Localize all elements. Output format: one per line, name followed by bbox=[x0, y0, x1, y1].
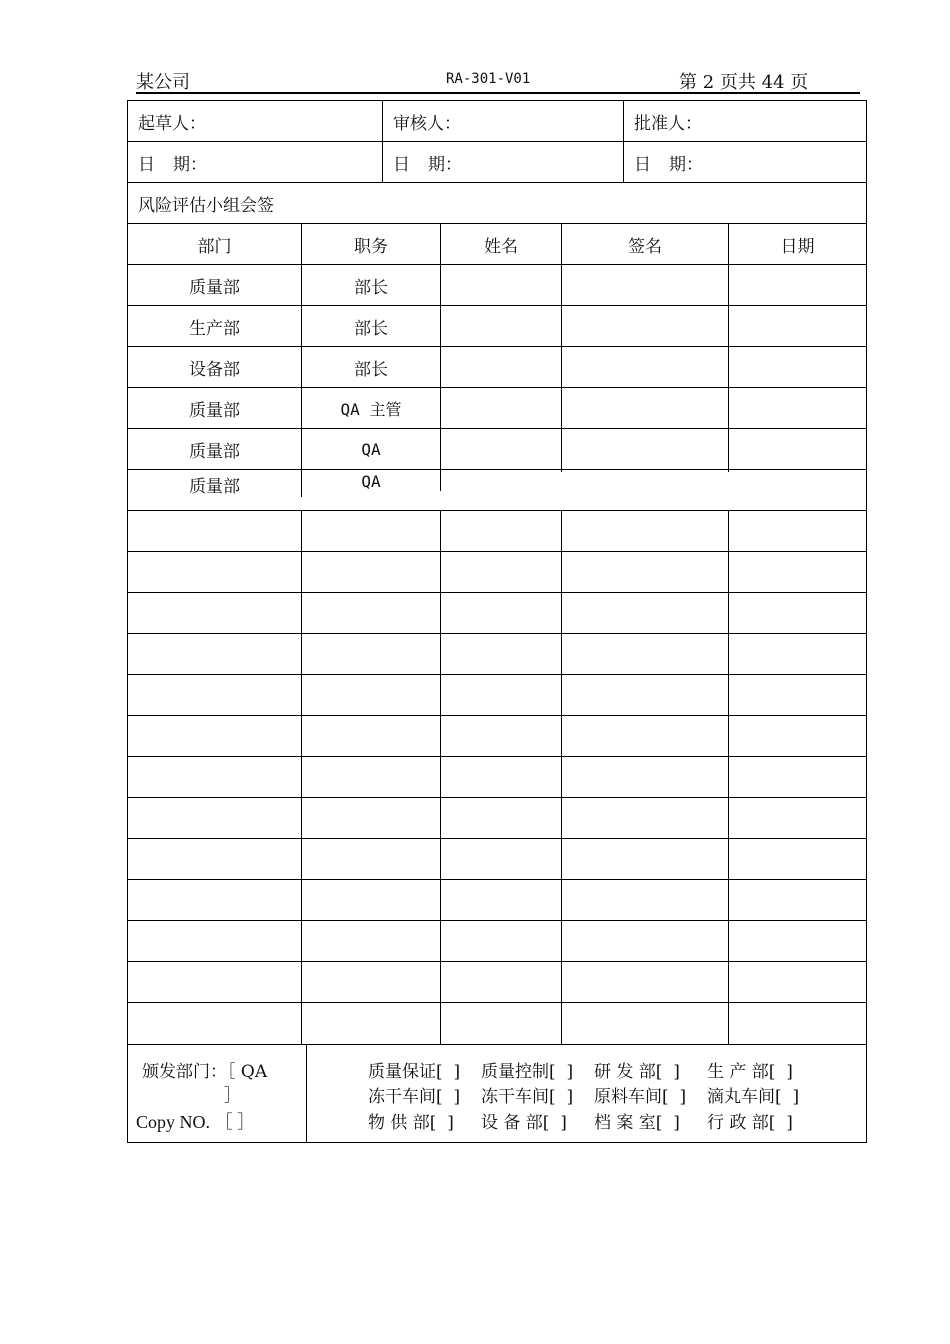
date-label: 期： bbox=[173, 154, 207, 175]
position-cell: 部长 bbox=[302, 265, 441, 305]
signature-cell[interactable] bbox=[562, 306, 729, 346]
date-cell[interactable] bbox=[729, 716, 866, 756]
table-row bbox=[128, 306, 866, 347]
date-cell[interactable] bbox=[729, 347, 866, 387]
signature-cell[interactable] bbox=[562, 675, 729, 715]
signature-cell[interactable] bbox=[562, 388, 729, 428]
drafter-label: 起草人： bbox=[138, 113, 206, 134]
table-row bbox=[128, 265, 866, 306]
date-label: 期： bbox=[428, 154, 462, 175]
date-cell[interactable] bbox=[729, 265, 866, 305]
distribution-item[interactable]: 物 供 部[ ] bbox=[368, 1113, 454, 1133]
table-row bbox=[128, 716, 866, 757]
table-row bbox=[128, 675, 866, 716]
name-cell[interactable] bbox=[441, 921, 562, 961]
page-header bbox=[136, 66, 860, 94]
column-header-dept: 部门 bbox=[128, 224, 302, 264]
signature-cell[interactable] bbox=[562, 716, 729, 756]
position-cell: QA bbox=[302, 470, 441, 491]
position-cell bbox=[302, 716, 441, 756]
signature-cell[interactable] bbox=[562, 839, 729, 879]
date-cell[interactable] bbox=[729, 675, 866, 715]
table-row bbox=[128, 839, 866, 880]
dept-cell bbox=[128, 921, 302, 961]
position-cell bbox=[302, 839, 441, 879]
date-cell[interactable] bbox=[729, 962, 866, 1002]
distribution-item[interactable]: 行 政 部[ ] bbox=[707, 1113, 793, 1133]
reviewer-date-cell[interactable] bbox=[383, 142, 624, 182]
position-cell bbox=[302, 880, 441, 920]
table-row bbox=[128, 757, 866, 798]
table-row bbox=[128, 470, 866, 511]
position-cell bbox=[302, 798, 441, 838]
date-cell[interactable] bbox=[729, 839, 866, 879]
distribution-line bbox=[368, 1108, 820, 1133]
table-row bbox=[128, 798, 866, 839]
dept-cell bbox=[128, 880, 302, 920]
signature-cell[interactable] bbox=[562, 1003, 729, 1044]
position-cell bbox=[302, 552, 441, 592]
sign-rows bbox=[128, 265, 866, 1044]
column-header-position: 职务 bbox=[302, 224, 441, 264]
date-cell[interactable] bbox=[729, 798, 866, 838]
name-cell[interactable] bbox=[441, 1003, 562, 1044]
table-row bbox=[128, 511, 866, 552]
date-label: 日 bbox=[138, 154, 155, 175]
dept-cell: 质量部 bbox=[128, 429, 302, 469]
dept-cell bbox=[128, 798, 302, 838]
dept-cell bbox=[128, 757, 302, 797]
table-row bbox=[128, 921, 866, 962]
sign-header-row bbox=[128, 224, 866, 265]
name-cell[interactable] bbox=[441, 839, 562, 879]
approver-cell[interactable] bbox=[624, 101, 866, 141]
name-cell[interactable] bbox=[441, 593, 562, 633]
dept-cell: 质量部 bbox=[128, 265, 302, 305]
table-row bbox=[128, 552, 866, 593]
date-row bbox=[128, 142, 866, 183]
date-cell[interactable] bbox=[729, 1003, 866, 1044]
table-row bbox=[128, 634, 866, 675]
distribution-item[interactable]: 滴丸车间[ ] bbox=[707, 1087, 800, 1107]
drafter-date-cell[interactable] bbox=[128, 142, 383, 182]
distribution-item[interactable]: 生 产 部[ ] bbox=[707, 1062, 793, 1082]
position-cell bbox=[302, 921, 441, 961]
position-cell bbox=[302, 511, 441, 551]
column-header-name: 姓名 bbox=[441, 224, 562, 264]
name-cell[interactable] bbox=[441, 429, 562, 469]
date-cell[interactable] bbox=[729, 593, 866, 633]
distribution-item[interactable]: 设 备 部[ ] bbox=[481, 1113, 567, 1133]
form-table bbox=[127, 100, 867, 1143]
name-cell[interactable] bbox=[441, 511, 562, 551]
distribution-line bbox=[368, 1057, 820, 1082]
date-cell[interactable] bbox=[729, 470, 866, 472]
document-number: RA-301-V01 bbox=[446, 71, 531, 87]
distribution-line bbox=[368, 1082, 820, 1107]
distribution-item[interactable]: 质量保证[ ] bbox=[368, 1062, 461, 1082]
position-cell bbox=[302, 1003, 441, 1044]
distribution-item[interactable]: 冻干车间[ ] bbox=[368, 1087, 461, 1107]
name-cell[interactable] bbox=[441, 757, 562, 797]
dept-cell bbox=[128, 552, 302, 592]
date-cell[interactable] bbox=[729, 306, 866, 346]
dept-cell: 质量部 bbox=[128, 388, 302, 428]
reviewer-cell[interactable] bbox=[383, 101, 624, 141]
position-cell: QA bbox=[302, 429, 441, 469]
dept-cell bbox=[128, 716, 302, 756]
signature-cell[interactable] bbox=[562, 921, 729, 961]
distribution-footer bbox=[128, 1044, 866, 1142]
company-name: 某公司 bbox=[136, 72, 190, 93]
signature-cell[interactable] bbox=[562, 347, 729, 387]
date-cell[interactable] bbox=[729, 757, 866, 797]
distribution-item[interactable]: 原料车间[ ] bbox=[594, 1087, 687, 1107]
signature-cell[interactable] bbox=[562, 880, 729, 920]
table-row bbox=[128, 1003, 866, 1044]
date-cell[interactable] bbox=[729, 429, 866, 469]
position-cell bbox=[302, 634, 441, 674]
date-cell[interactable] bbox=[729, 880, 866, 920]
dept-cell: 设备部 bbox=[128, 347, 302, 387]
name-cell[interactable] bbox=[441, 880, 562, 920]
date-label: 日 bbox=[393, 154, 410, 175]
date-label: 日 bbox=[634, 154, 651, 175]
signature-cell[interactable] bbox=[562, 429, 729, 469]
name-cell[interactable] bbox=[441, 798, 562, 838]
name-cell[interactable] bbox=[441, 962, 562, 1002]
issuer-line: 颁发部门：［ QA bbox=[142, 1062, 268, 1082]
position-cell bbox=[302, 757, 441, 797]
signature-cell[interactable] bbox=[562, 265, 729, 305]
position-cell: 部长 bbox=[302, 306, 441, 346]
name-cell[interactable] bbox=[441, 716, 562, 756]
name-cell[interactable] bbox=[441, 552, 562, 592]
dept-cell bbox=[128, 1003, 302, 1044]
position-cell bbox=[302, 593, 441, 633]
approver-label: 批准人： bbox=[634, 113, 702, 134]
sign-section-title-row bbox=[128, 183, 866, 224]
name-cell[interactable] bbox=[441, 347, 562, 387]
dept-cell bbox=[128, 511, 302, 551]
distribution-item[interactable]: 研 发 部[ ] bbox=[594, 1062, 680, 1082]
dept-cell: 质量部 bbox=[128, 470, 302, 497]
name-cell[interactable] bbox=[441, 634, 562, 674]
table-row bbox=[128, 962, 866, 1003]
name-cell[interactable] bbox=[441, 306, 562, 346]
page-info: 第 2 页共 44 页 bbox=[679, 72, 809, 93]
date-cell[interactable] bbox=[729, 388, 866, 428]
name-cell[interactable] bbox=[441, 388, 562, 428]
name-cell[interactable] bbox=[441, 675, 562, 715]
date-label: 期： bbox=[669, 154, 703, 175]
position-cell: QA 主管 bbox=[302, 388, 441, 428]
date-cell[interactable] bbox=[729, 634, 866, 674]
distribution-item[interactable]: 质量控制[ ] bbox=[481, 1062, 574, 1082]
dept-cell bbox=[128, 839, 302, 879]
drafter-cell[interactable] bbox=[128, 101, 383, 141]
dept-cell bbox=[128, 593, 302, 633]
date-cell[interactable] bbox=[729, 921, 866, 961]
distribution-item[interactable]: 冻干车间[ ] bbox=[481, 1087, 574, 1107]
reviewer-label: 审核人： bbox=[393, 113, 461, 134]
table-row bbox=[128, 880, 866, 921]
signature-cell[interactable] bbox=[562, 757, 729, 797]
table-row bbox=[128, 429, 866, 470]
position-cell bbox=[302, 675, 441, 715]
date-cell[interactable] bbox=[729, 511, 866, 551]
signature-cell[interactable] bbox=[562, 593, 729, 633]
signature-cell[interactable] bbox=[562, 634, 729, 674]
issuer-line: ］ bbox=[224, 1086, 241, 1106]
copy-number: Copy NO. ［ ］ bbox=[136, 1112, 256, 1132]
sign-section-title: 风险评估小组会签 bbox=[138, 195, 274, 216]
dept-cell bbox=[128, 634, 302, 674]
column-header-date: 日期 bbox=[780, 236, 815, 257]
table-row bbox=[128, 593, 866, 634]
position-cell bbox=[302, 962, 441, 1002]
signature-cell[interactable] bbox=[562, 798, 729, 838]
table-row bbox=[128, 388, 866, 429]
distribution-item[interactable]: 档 案 室[ ] bbox=[594, 1113, 680, 1133]
table-row bbox=[128, 347, 866, 388]
dept-cell bbox=[128, 675, 302, 715]
signature-cell[interactable] bbox=[562, 470, 729, 472]
approver-date-cell[interactable] bbox=[624, 142, 866, 182]
name-cell[interactable] bbox=[441, 265, 562, 305]
position-cell: 部长 bbox=[302, 347, 441, 387]
signature-cell[interactable] bbox=[562, 511, 729, 551]
signature-cell[interactable] bbox=[562, 552, 729, 592]
dept-cell bbox=[128, 962, 302, 1002]
issuer-block bbox=[128, 1045, 307, 1142]
signature-cell[interactable] bbox=[562, 962, 729, 1002]
distribution-list bbox=[307, 1045, 866, 1142]
name-cell[interactable] bbox=[441, 470, 562, 472]
dept-cell: 生产部 bbox=[128, 306, 302, 346]
column-header-signature: 签名 bbox=[562, 224, 729, 264]
date-cell[interactable] bbox=[729, 552, 866, 592]
approval-row bbox=[128, 101, 866, 142]
